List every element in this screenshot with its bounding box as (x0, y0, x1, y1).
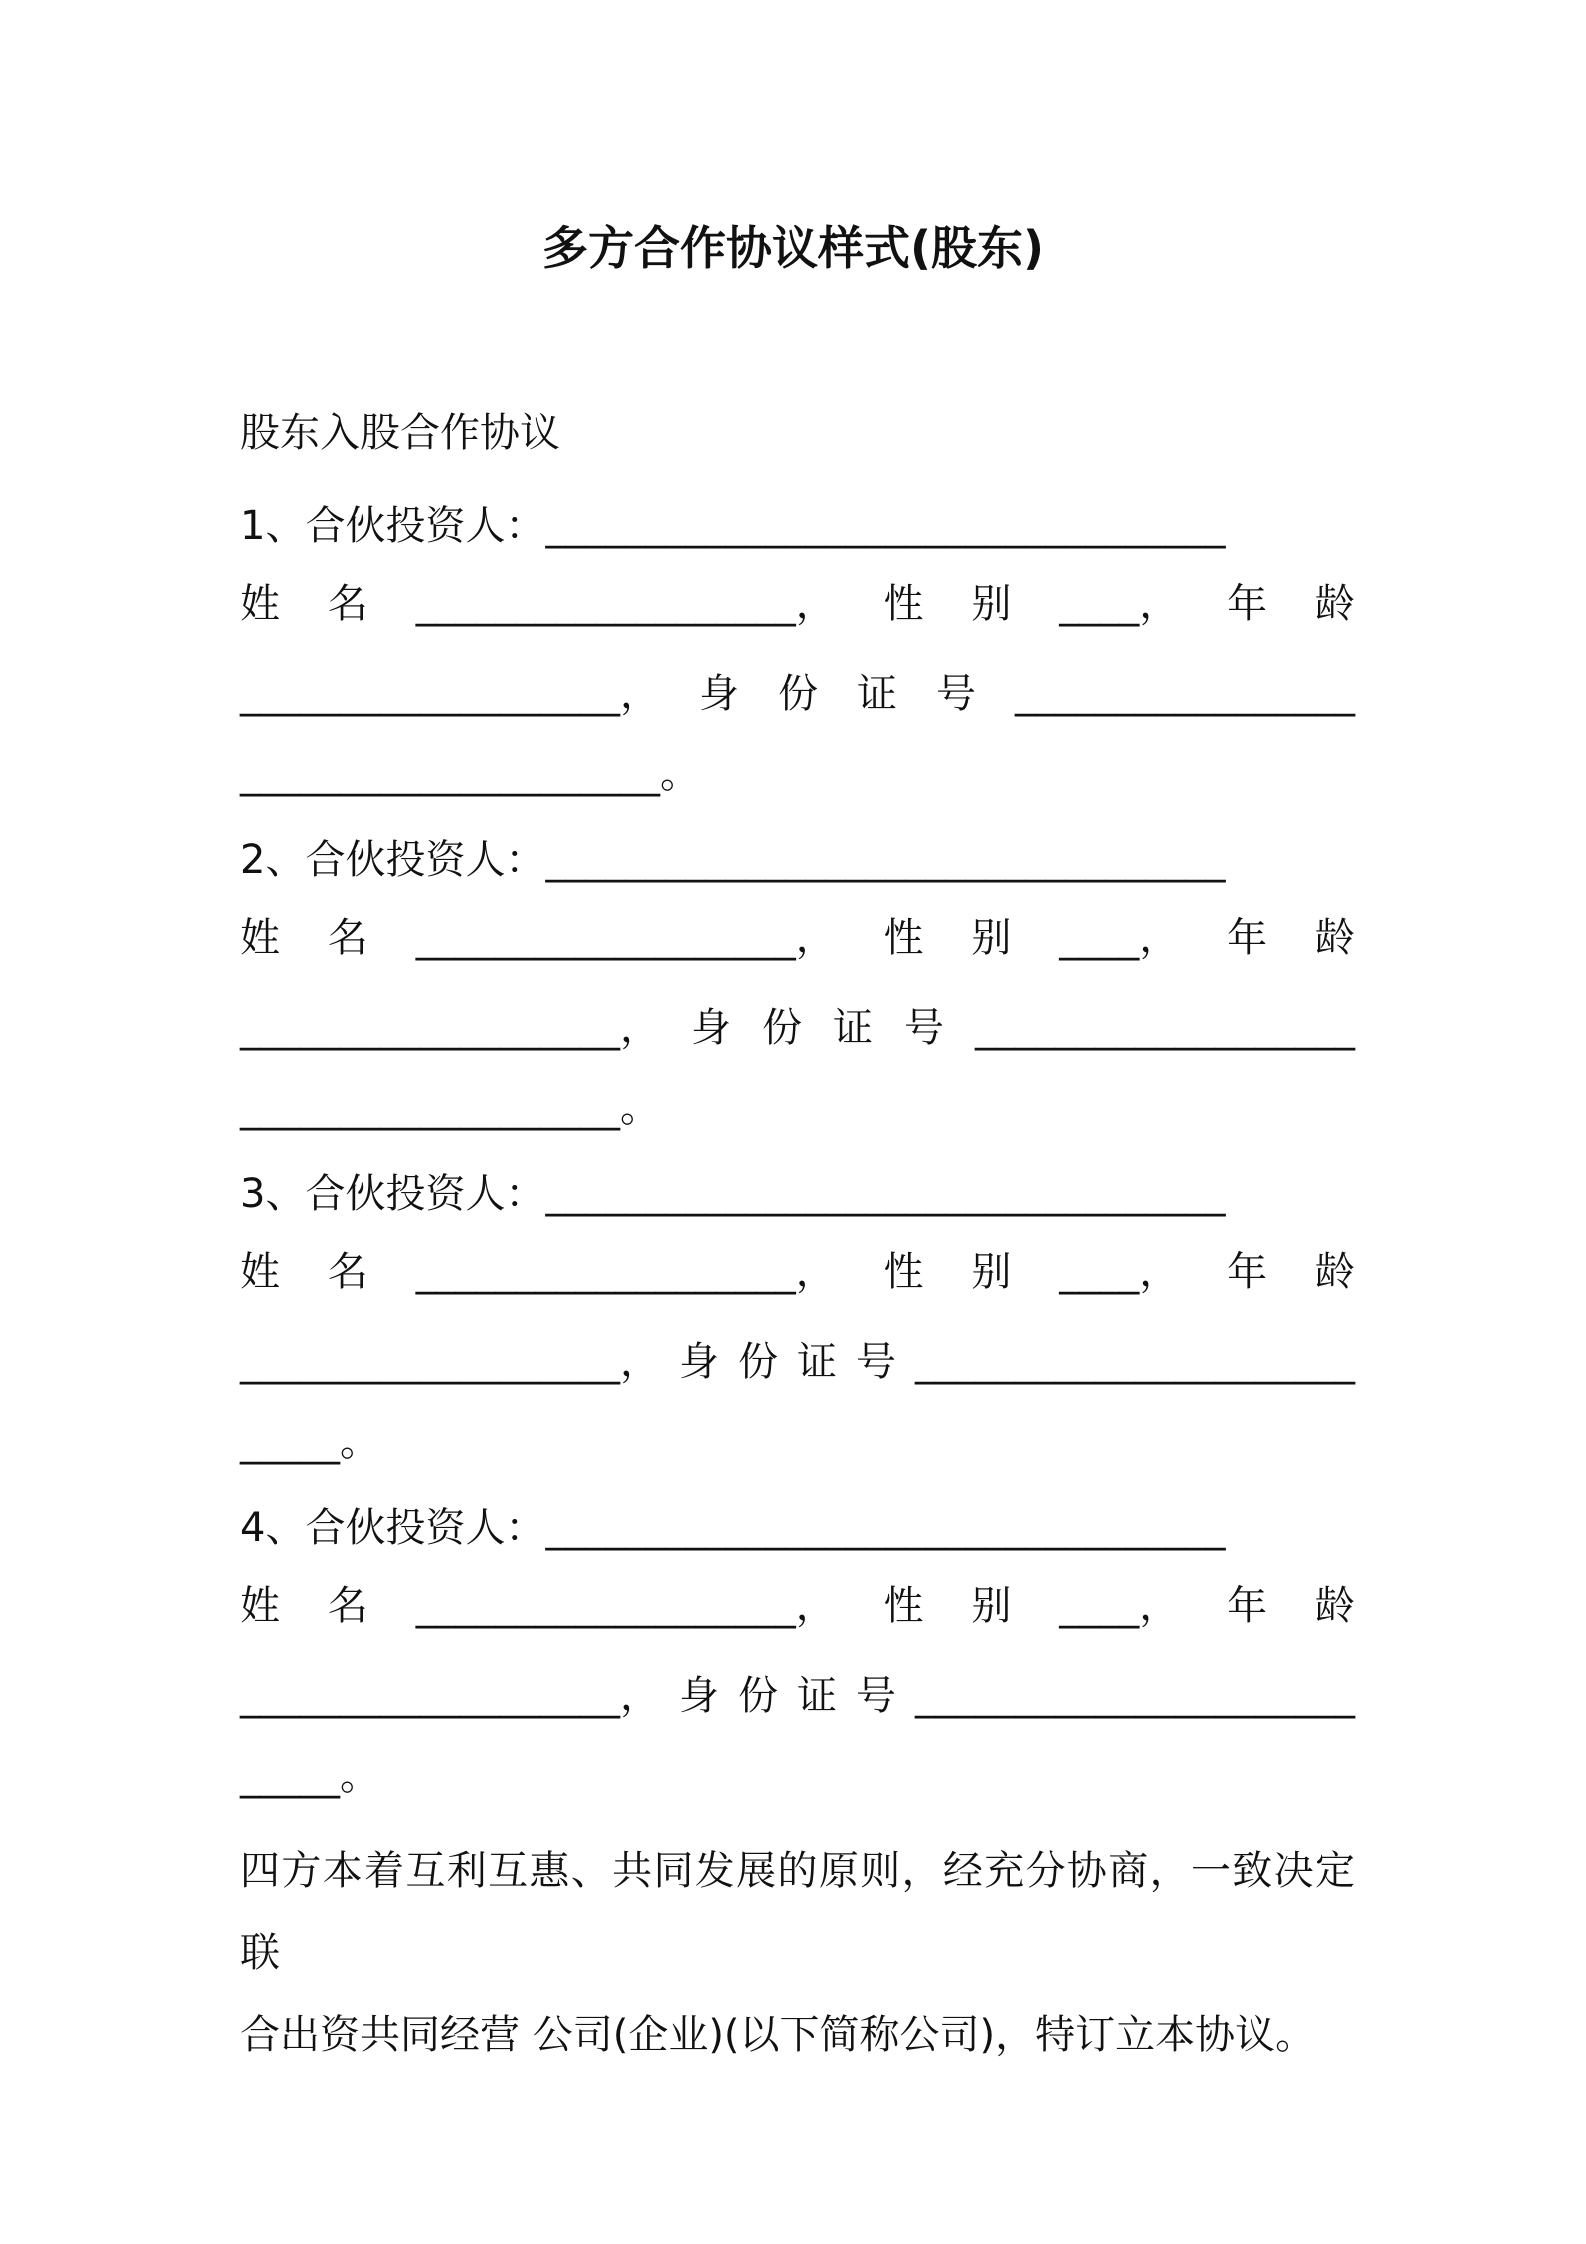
partner-field-text: ___________________， (240, 1005, 660, 1051)
partner-field-text: 名 (327, 1249, 368, 1295)
partner-field-text: 份 (738, 1673, 778, 1719)
partner-field-text: 身 (699, 671, 739, 717)
partner-field-text: ______________________ (915, 1339, 1355, 1385)
partner-field-text: ___________________， (415, 915, 836, 961)
partner-1-id-row (240, 666, 1355, 722)
partner-field-text: 性 (883, 581, 924, 627)
partner-field-text: 名 (327, 581, 368, 627)
partner-field-text: 龄 (1314, 1583, 1355, 1629)
partner-field-text: 性 (883, 1583, 924, 1629)
partner-field-text: 号 (856, 1339, 896, 1385)
partner-field-text: ___________________， (240, 671, 660, 717)
partner-3-id-continuation: _____。 (240, 1419, 380, 1465)
partner-4-name-row (240, 1578, 1355, 1634)
closing-line-2: 合出资共同经营 公司(企业)(以下简称公司)，特订立本协议。 (240, 2012, 1316, 2058)
partner-field-text: 姓 (240, 915, 280, 961)
document-subtitle: 股东入股合作协议 (240, 410, 560, 456)
partner-field-text: 名 (327, 915, 368, 961)
partner-field-text: 号 (904, 1005, 944, 1051)
partner-4-heading: 4、合伙投资人：__________________________________ (240, 1505, 1226, 1551)
partner-4-id-continuation: _____。 (240, 1753, 380, 1799)
partner-2-id-row (240, 1000, 1355, 1056)
closing-paragraph (240, 1830, 1355, 2076)
partner-field-text: 身 (691, 1005, 731, 1051)
partner-field-text: ___________________， (240, 1339, 660, 1385)
partner-field-text: 别 (971, 1583, 1012, 1629)
document-title: 多方合作协议样式(股东) (541, 221, 1045, 275)
partner-field-text: 年 (1227, 1583, 1268, 1629)
partner-1-id-continuation: _____________________。 (240, 751, 700, 797)
partner-1-heading: 1、合伙投资人：__________________________________ (240, 503, 1226, 549)
partner-field-text: 年 (1227, 581, 1268, 627)
partner-field-text: 证 (797, 1339, 837, 1385)
partner-field-text: ___________________ (975, 1005, 1355, 1051)
partner-field-text: 证 (857, 671, 897, 717)
partner-field-text: 龄 (1314, 581, 1355, 627)
partner-field-text: ____， (1059, 1583, 1180, 1629)
partner-field-text: ____， (1059, 915, 1180, 961)
partner-field-text: 姓 (240, 1249, 280, 1295)
partner-field-text: ____， (1059, 1249, 1180, 1295)
partner-1-name-row (240, 576, 1355, 632)
partner-field-text: ____， (1059, 581, 1180, 627)
partner-2-heading: 2、合伙投资人：__________________________________ (240, 837, 1226, 883)
partner-2-id-continuation: ___________________。 (240, 1085, 660, 1131)
partner-field-text: 姓 (240, 581, 280, 627)
partner-field-text: 年 (1227, 1249, 1268, 1295)
partner-field-text: 龄 (1314, 915, 1355, 961)
partner-field-text: 性 (883, 1249, 924, 1295)
partner-field-text: ___________________， (415, 581, 836, 627)
partner-field-text: 姓 (240, 1583, 280, 1629)
partner-field-text: ___________________， (415, 1249, 836, 1295)
partner-3-id-row (240, 1334, 1355, 1390)
partner-field-text: 份 (738, 1339, 778, 1385)
partner-field-text: 号 (936, 671, 976, 717)
partner-field-text: 年 (1227, 915, 1268, 961)
partner-field-text: 证 (797, 1673, 837, 1719)
partner-field-text: 身 (679, 1673, 719, 1719)
partner-4-id-row (240, 1668, 1355, 1724)
closing-line-1: 四方本着互利互惠、共同发展的原则，经充分协商，一致决定联 (240, 1848, 1355, 1976)
partner-field-text: 名 (327, 1583, 368, 1629)
partner-field-text: ______________________ (915, 1673, 1355, 1719)
partner-field-text: 别 (971, 1249, 1012, 1295)
partner-2-name-row (240, 910, 1355, 966)
partner-field-text: 性 (883, 915, 924, 961)
partner-field-text: 别 (971, 915, 1012, 961)
partner-3-heading: 3、合伙投资人：__________________________________ (240, 1171, 1226, 1217)
partner-3-name-row (240, 1244, 1355, 1300)
partner-field-text: ___________________， (415, 1583, 836, 1629)
partner-field-text: _________________ (1015, 671, 1355, 717)
partner-field-text: 号 (856, 1673, 896, 1719)
partner-field-text: ___________________， (240, 1673, 660, 1719)
partner-field-text: 别 (971, 581, 1012, 627)
partner-field-text: 证 (833, 1005, 873, 1051)
partner-field-text: 龄 (1314, 1249, 1355, 1295)
partner-field-text: 份 (762, 1005, 802, 1051)
partner-field-text: 身 (679, 1339, 719, 1385)
partner-field-text: 份 (778, 671, 818, 717)
